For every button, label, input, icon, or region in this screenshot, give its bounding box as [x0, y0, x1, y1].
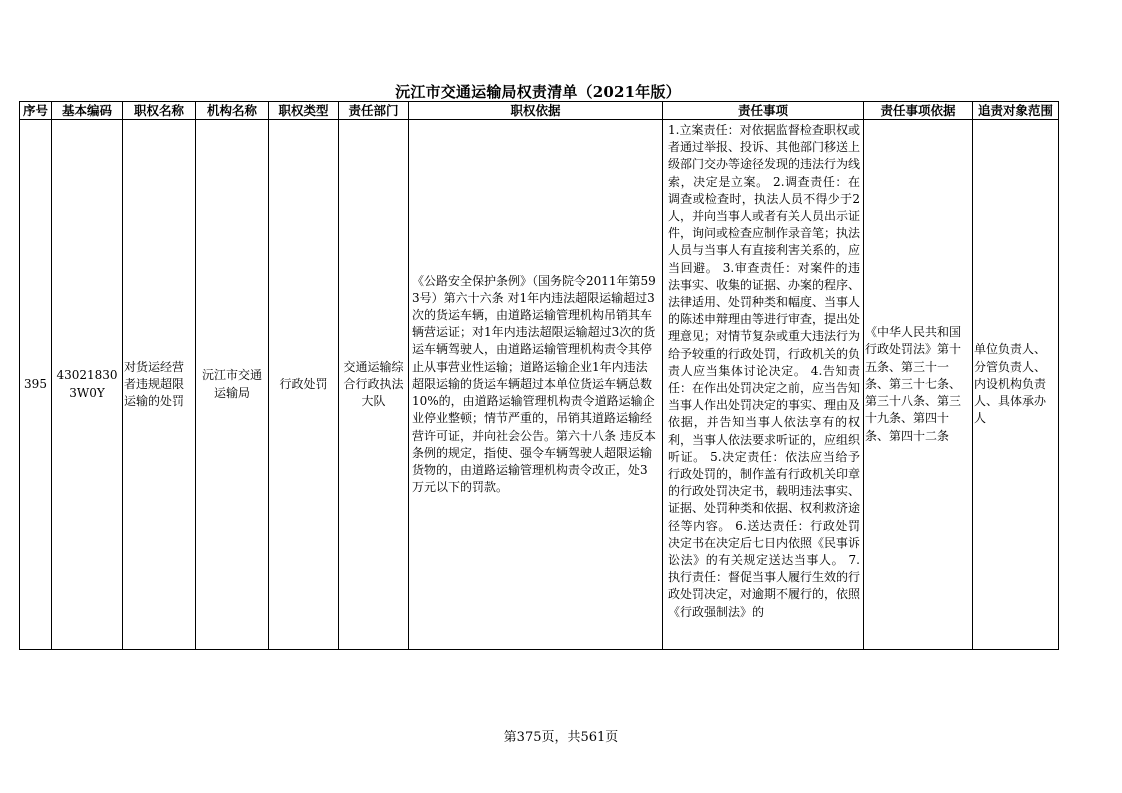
cell-accountability: 单位负责人、分管负责人、内设机构负责人、具体承办人 [973, 120, 1059, 650]
header-duty-basis: 责任事项依据 [864, 102, 973, 120]
cell-duties [663, 120, 864, 650]
header-duties: 责任事项 [663, 102, 864, 120]
responsibility-table [19, 101, 1059, 650]
table-header-row [20, 102, 1059, 120]
cell-power-name: 对货运经营者违规超限运输的处罚 [123, 120, 196, 650]
cell-dept: 交通运输综合行政执法大队 [339, 120, 409, 650]
page-number: 第375页，共561页 [503, 730, 619, 745]
header-org-name: 机构名称 [196, 102, 269, 120]
header-power-type: 职权类型 [269, 102, 339, 120]
header-code: 基本编码 [52, 102, 123, 120]
cell-duty-basis: 《中华人民共和国行政处罚法》第十五条、第三十一条、第三十七条、第三十八条、第三十九条、第四十条、第四十二条 [864, 120, 973, 650]
document-title: 沅江市交通运输局权责清单（2021年版） [395, 83, 681, 101]
header-dept: 责任部门 [339, 102, 409, 120]
header-accountability: 追责对象范围 [973, 102, 1059, 120]
table-row [20, 120, 1059, 650]
header-basis: 职权依据 [409, 102, 663, 120]
duties-text: 1.立案责任：对依据监督检查职权或者通过举报、投诉、其他部门移送上级部门交办等途径发现的违法行为线索，决定是立案。 2.调查责任：在调查或检查时，执法人员不得少于2人，并向当事人或者有关人员出示证件，询问或检查应制作录音笔；执法人员与当事人有直接利害关系的，应当回避。 3.审查责任：对案件的违法事实、收集的证据、办案的程序、法律适用、处罚种类和幅度、当事人的陈述申辩理由等进行审查，提出处理意见；对情节复杂或重大违法行为给予较重的行政处罚，行政机关的负责人应当集体讨论决定。 4.告知责任：在作出处罚决定之前，应当告知当事人作出处罚决定的事实、理由及依据，并告知当事人依法享有的权利，当事人依法要求听证的，应组织听证。 5.决定责任：依法应当给予行政处罚的，制作盖有行政机关印章的行政处罚决定书，载明违法事实、证据、处罚种类和依据、权利救济途径等内容。 6.送达责任：行政处罚决定书在决定后七日内依照《民事诉讼法》的有关规定送达当事人。 7.执行责任：督促当事人履行生效的行政处罚决定，对逾期不履行的，依照《行政强制法》的 [668, 123, 860, 619]
header-seq: 序号 [20, 102, 52, 120]
cell-org-name: 沅江市交通运输局 [196, 120, 269, 650]
cell-power-type: 行政处罚 [269, 120, 339, 650]
cell-code: 430218303W0Y [52, 120, 123, 650]
cell-seq: 395 [20, 120, 52, 650]
cell-basis: 《公路安全保护条例》（国务院令2011年第593号）第六十六条 对1年内违法超限运输超过3次的货运车辆，由道路运输管理机构吊销其车辆营运证；对1年内违法超限运输超过3次的货运车辆驾驶人，由道路运输管理机构责令其停止从事营业性运输；道路运输企业1年内违法超限运输的货运车辆超过本单位货运车辆总数10%的，由道路运输管理机构责令道路运输企业停业整顿；情节严重的，吊销其道路运输经营许可证，并向社会公告。第六十八条 违反本条例的规定，指使、强令车辆驾驶人超限运输货物的，由道路运输管理机构责令改正，处3万元以下的罚款。 [409, 120, 663, 650]
header-power-name: 职权名称 [123, 102, 196, 120]
